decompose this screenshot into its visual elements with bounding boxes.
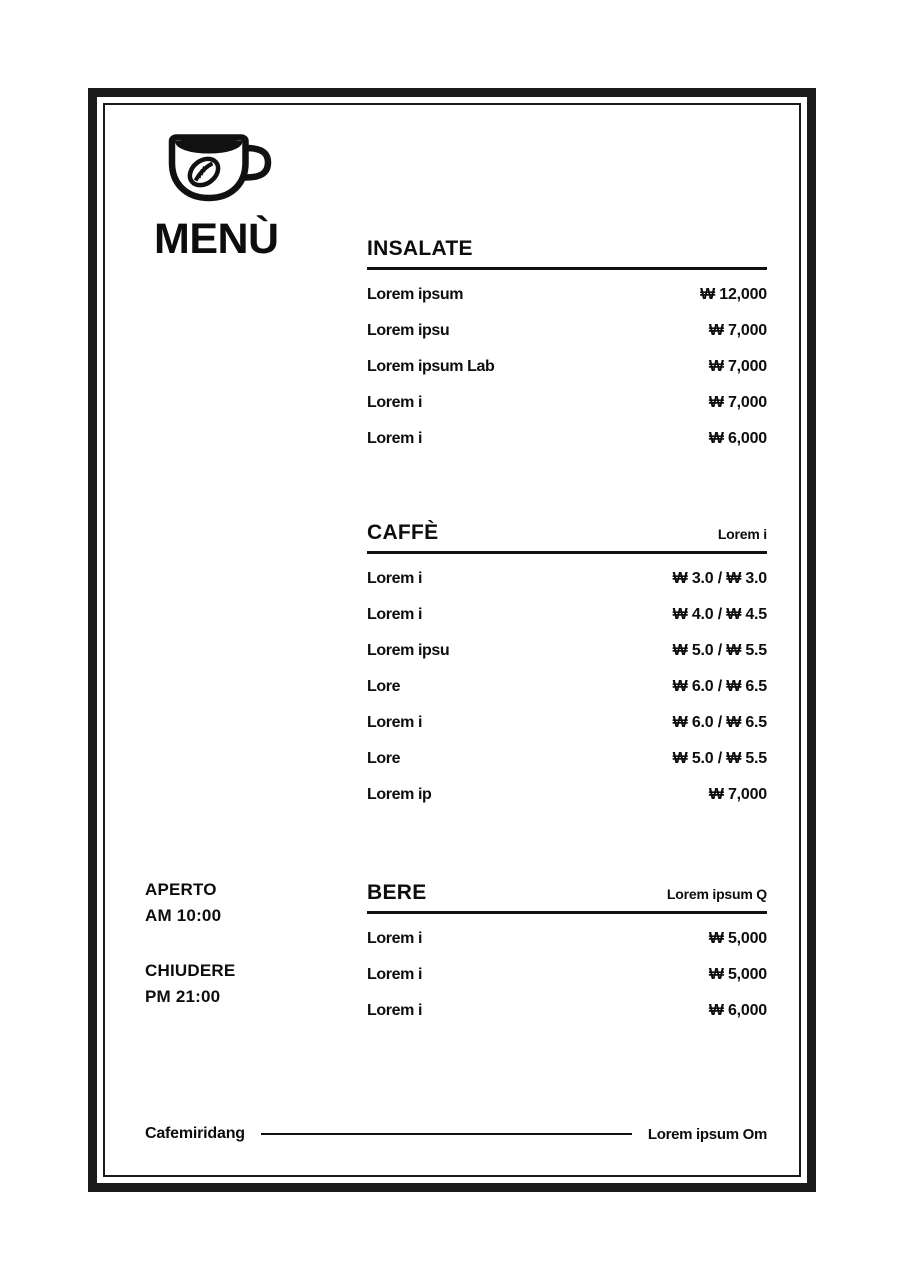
section-header: [367, 521, 767, 554]
menu-item-name: Lorem ipsum Lab: [367, 358, 495, 375]
hours-close-value: PM 21:00: [145, 987, 221, 1007]
menu-item-row: [367, 678, 767, 696]
menu-item-price: ₩ 3.0 / ₩ 3.0: [672, 570, 767, 587]
menu-item-row: [367, 714, 767, 732]
menu-item-price: ₩ 5,000: [708, 966, 767, 983]
section-title: BERE: [367, 881, 427, 904]
menu-item-price: ₩ 7,000: [708, 394, 767, 411]
menu-item-row: [367, 430, 767, 448]
menu-content: [97, 97, 807, 1183]
section-note: Lorem i: [717, 526, 767, 542]
menu-item-price: ₩ 7,000: [708, 786, 767, 803]
menu-item-row: [367, 966, 767, 984]
menu-item-row: [367, 570, 767, 588]
menu-item-name: Lorem i: [367, 430, 422, 447]
section-note: Lorem ipsum Q: [666, 886, 767, 902]
menu-item-name: Lorem ipsu: [367, 642, 450, 659]
menu-item-name: Lore: [367, 678, 401, 695]
footer-note: Lorem ipsum Om: [647, 1125, 767, 1143]
section-items: [367, 930, 767, 1020]
brand-block: [152, 119, 382, 261]
menu-item-name: Lore: [367, 750, 401, 767]
footer: [145, 1125, 767, 1143]
section-header: [367, 237, 767, 270]
menu-item-row: [367, 642, 767, 660]
menu-item-price: ₩ 6,000: [708, 1002, 767, 1019]
hours-close-group: [145, 958, 345, 1011]
section-items: [367, 286, 767, 448]
section-title: CAFFÈ: [367, 521, 439, 544]
menu-item-price: ₩ 7,000: [708, 358, 767, 375]
menu-item-row: [367, 606, 767, 624]
menu-item-name: Lorem ipsu: [367, 322, 450, 339]
hours-open-value: AM 10:00: [145, 906, 222, 926]
menu-item-price: ₩ 7,000: [708, 322, 767, 339]
menu-item-price: ₩ 4.0 / ₩ 4.5: [672, 606, 767, 623]
menu-item-price: ₩ 5,000: [708, 930, 767, 947]
menu-item-price: ₩ 6,000: [708, 430, 767, 447]
menu-item-price: ₩ 12,000: [700, 286, 767, 303]
menu-item-row: [367, 930, 767, 948]
menu-item-name: Lorem i: [367, 606, 422, 623]
section-items: [367, 570, 767, 804]
menu-item-price: ₩ 5.0 / ₩ 5.5: [672, 642, 767, 659]
menu-item-row: [367, 750, 767, 768]
menu-item-name: Lorem i: [367, 570, 422, 587]
menu-item-name: Lorem i: [367, 394, 422, 411]
menu-frame-outer: [88, 88, 816, 1192]
menu-item-row: [367, 394, 767, 412]
section-bere: [367, 881, 767, 1038]
menu-item-row: [367, 1002, 767, 1020]
opening-hours-block: [145, 877, 345, 1038]
section-insalate: [367, 237, 767, 466]
menu-item-row: [367, 786, 767, 804]
hours-close-label: CHIUDERE: [145, 960, 236, 980]
menu-item-name: Lorem ip: [367, 786, 432, 803]
menu-item-name: Lorem i: [367, 966, 422, 983]
page-title: MENÙ: [154, 215, 279, 263]
menu-item-name: Lorem i: [367, 930, 422, 947]
menu-item-name: Lorem ipsum: [367, 286, 464, 303]
section-header: [367, 881, 767, 914]
section-title: INSALATE: [367, 237, 473, 260]
menu-item-price: ₩ 6.0 / ₩ 6.5: [672, 714, 767, 731]
hours-open-group: [145, 877, 345, 930]
coffee-cup-icon: [162, 119, 382, 216]
menu-item-row: [367, 358, 767, 376]
menu-item-row: [367, 286, 767, 304]
menu-item-price: ₩ 5.0 / ₩ 5.5: [672, 750, 767, 767]
menu-item-price: ₩ 6.0 / ₩ 6.5: [672, 678, 767, 695]
hours-open-label: APERTO: [145, 880, 217, 899]
menu-item-row: [367, 322, 767, 340]
section-caffe: [367, 521, 767, 822]
footer-brand-name: Cafemiridang: [145, 1125, 245, 1142]
menu-item-name: Lorem i: [367, 1002, 422, 1019]
footer-divider: [261, 1133, 632, 1135]
menu-item-name: Lorem i: [367, 714, 422, 731]
